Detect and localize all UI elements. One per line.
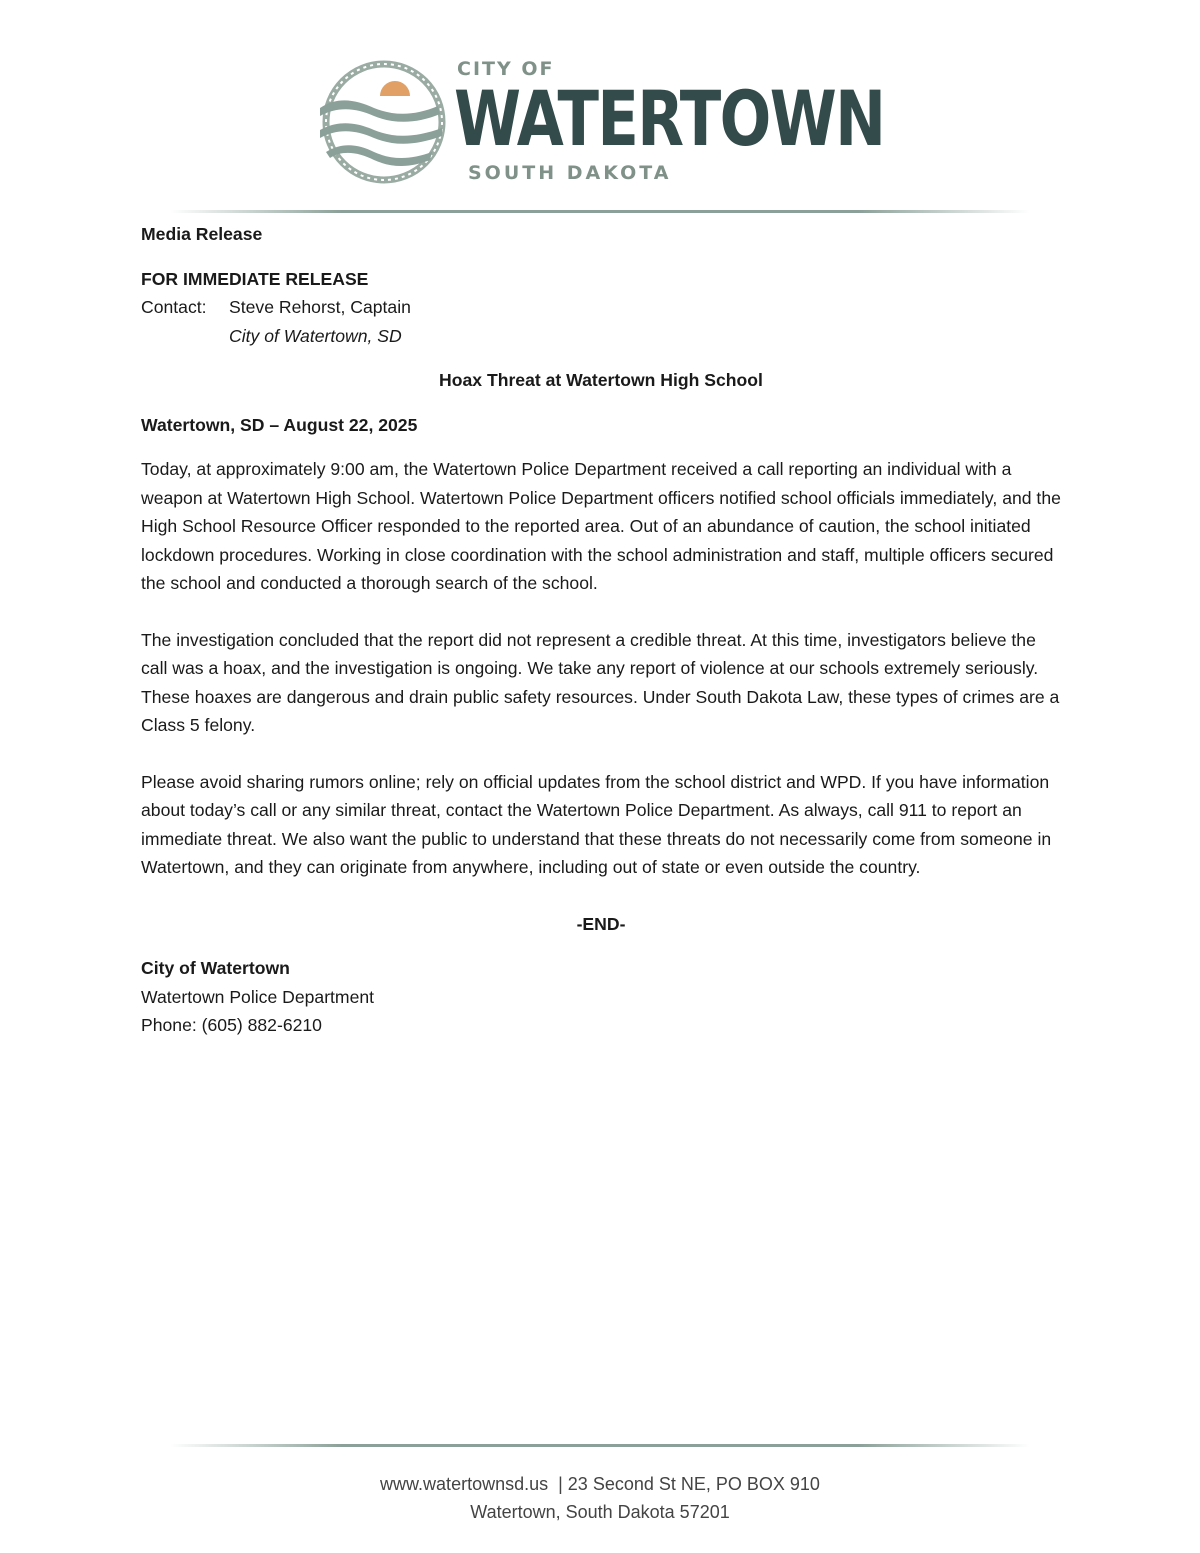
signature-phone: Phone: (605) 882-6210 <box>141 1015 322 1035</box>
end-mark: -END- <box>576 913 626 934</box>
headline: Hoax Threat at Watertown High School <box>439 370 763 390</box>
release-type: Media Release <box>141 224 263 244</box>
paragraph: The investigation concluded that the report did not represent a credible threat. At this time, investigators believe the call was a hoax, and the investigation is ongoing. We take any report of violence at our schools extremely seriously. These hoaxes are dangerous and drain public safety resources. Under South Dakota Law, these types of crimes are a Class 5 felony. <box>141 629 1060 735</box>
contact-row <box>141 293 1061 322</box>
paragraph: Please avoid sharing rumors online; rely on official updates from the school district and WPD. If you have information about today’s call or any similar threat, contact the Watertown Police Department. As always, call 911 to report an immediate threat. We also want the public to understand that these threats do not necessarily come from someone in Watertown, and they can originate from anywhere, including out of state or even outside the country. <box>141 771 1052 877</box>
paragraph: Today, at approximately 9:00 am, the Watertown Police Department received a call reporting an individual with a weapon at Watertown High School. Watertown Police Department officers notified school officials immediately, and the High School Resource Officer responded to the reported area. Out of an abundance of caution, the school initiated lockdown procedures. Working in close coordination with the school administration and staff, multiple officers secured the school and conducted a thorough search of the school. <box>141 459 1061 593</box>
release-immediate: FOR IMMEDIATE RELEASE <box>141 268 369 289</box>
letterhead <box>318 56 898 190</box>
press-release-body <box>141 220 1061 1040</box>
logo-city-name: WATERTOWN <box>454 74 885 163</box>
logo-state: SOUTH DAKOTA <box>468 162 672 184</box>
footer <box>0 1470 1200 1526</box>
footer-address-line: www.watertownsd.us | 23 Second St NE, PO BOX 910 <box>380 1474 820 1494</box>
sun-over-waves-rope-ring-icon <box>318 56 450 188</box>
signature-dept: Watertown Police Department <box>141 986 375 1007</box>
header-divider <box>170 210 1030 213</box>
footer-divider <box>170 1444 1030 1447</box>
dateline: Watertown, SD – August 22, 2025 <box>141 414 418 435</box>
contact-label: Contact: <box>141 297 207 317</box>
footer-city-line: Watertown, South Dakota 57201 <box>470 1502 730 1522</box>
signature-org: City of Watertown <box>141 958 290 978</box>
logo-city-of: CITY OF <box>457 58 555 80</box>
contact-name: Steve Rehorst, Captain <box>229 297 411 317</box>
contact-org: City of Watertown, SD <box>229 325 402 346</box>
